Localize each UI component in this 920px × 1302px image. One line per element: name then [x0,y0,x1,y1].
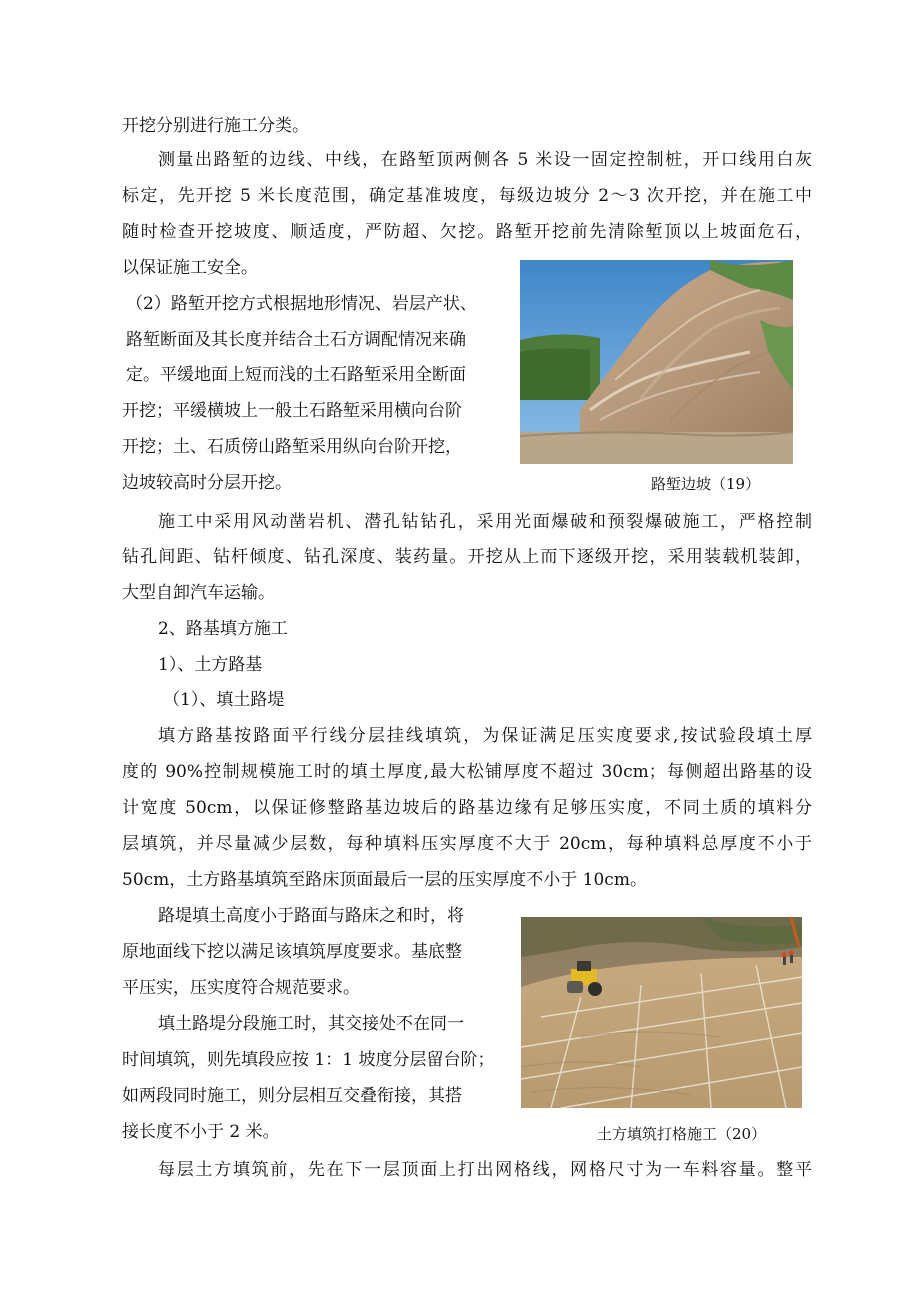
cut-slope-photo [520,260,793,464]
figure-caption: 路堑边坡（19） [651,475,761,493]
text-line: 开挖；土、石质傍山路堑采用纵向台阶开挖， [122,437,462,457]
text-line: 填方路基按路面平行线分层挂线填筑，为保证满足压实度要求,按试验段填土厚 [158,726,812,746]
text-line: 50cm，土方路基填筑至路床顶面最后一层的压实厚度不小于 10cm。 [122,870,647,890]
text-line: 度的 90%控制规模施工时的填土厚度,最大松铺厚度不超过 30cm；每侧超出路基的设 [122,762,812,782]
text-line: 随时检查开挖坡度、顺适度，严防超、欠挖。路堑开挖前先清除堑顶以上坡面危石， [122,222,812,242]
figure-caption: 土方填筑打格施工（20） [597,1125,767,1143]
text-line: 开挖分别进行施工分类。 [122,116,309,136]
text-line: 填土路堤分段施工时，其交接处不在同一 [158,1014,464,1034]
text-line: 路堑断面及其长度并结合土石方调配情况来确 [126,330,466,350]
text-line: 计宽度 50cm，以保证修整路基边坡后的路基边缘有足够压实度，不同土质的填料分 [122,798,812,818]
text-line: 接长度不小于 2 米。 [122,1122,280,1142]
text-line: 以保证施工安全。 [122,258,258,278]
text-line: 层填筑，并尽量减少层数，每种填料压实厚度不大于 20cm，每种填料总厚度不小于 [122,834,812,854]
subsubsection-heading: （1）、填土路堤 [163,690,285,710]
text-line: 施工中采用风动凿岩机、潜孔钻钻孔，采用光面爆破和预裂爆破施工，严格控制 [158,512,812,532]
subsection-heading: 1）、土方路基 [158,655,263,675]
text-line: 大型自卸汽车运输。 [122,583,275,603]
text-line: 标定，先开挖 5 米长度范围，确定基准坡度，每级边坡分 2～3 次开挖，并在施工中 [122,186,812,206]
text-line: 开挖；平缓横坡上一般土石路堑采用横向台阶 [122,401,462,421]
text-line: （2）路堑开挖方式根据地形情况、岩层产状、 [126,294,477,314]
text-line: 如两段同时施工，则分层相互交叠衔接，其搭 [122,1086,462,1106]
text-line: 每层土方填筑前，先在下一层顶面上打出网格线，网格尺寸为一车料容量。整平 [158,1160,812,1180]
text-line: 定。平缓地面上短而浅的土石路堑采用全断面 [126,365,466,385]
section-heading: 2、路基填方施工 [158,619,288,639]
text-line: 时间填筑，则先填段应按 1：1 坡度分层留台阶； [122,1050,495,1070]
earth-fill-grid-photo [521,917,802,1108]
text-line: 平压实，压实度符合规范要求。 [122,978,360,998]
text-line: 钻孔间距、钻杆倾度、钻孔深度、装药量。开挖从上而下逐级开挖，采用装载机装卸， [122,547,812,567]
text-line: 测量出路堑的边线、中线，在路堑顶两侧各 5 米设一固定控制桩，开口线用白灰 [158,150,812,170]
text-line: 路堤填土高度小于路面与路床之和时，将 [158,906,464,926]
text-line: 边坡较高时分层开挖。 [122,473,292,493]
text-line: 原地面线下挖以满足该填筑厚度要求。基底整 [122,942,462,962]
